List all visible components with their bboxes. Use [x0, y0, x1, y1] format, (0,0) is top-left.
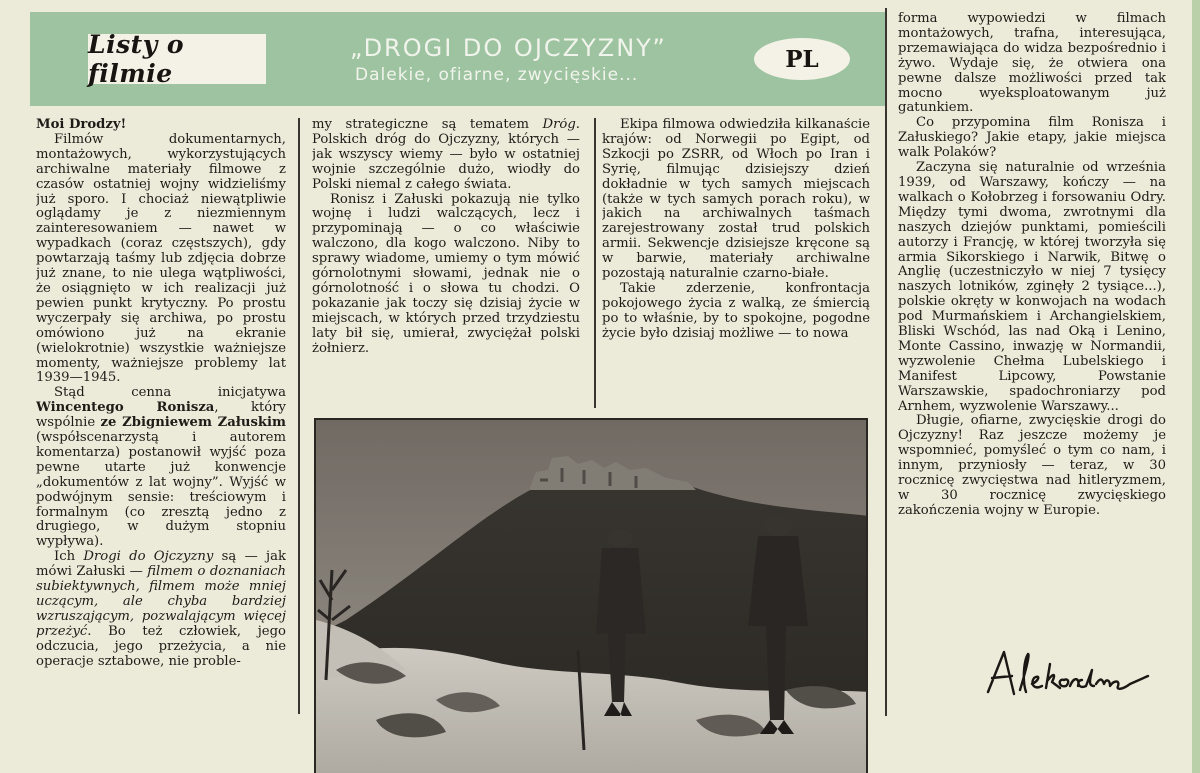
text-run: są — jak mówi Załuski — [36, 549, 286, 580]
section-tag-box [88, 30, 266, 88]
article-subtitle: Dalekie, ofiarne, zwycięskie... [355, 65, 639, 85]
country-badge-label: PL [785, 45, 819, 73]
paragraph [36, 550, 286, 669]
person-name: Wincentego Ronisza [36, 400, 215, 416]
paragraph [36, 386, 286, 550]
paragraph: Co przypomina film Ronisza i Załuskiego? Jakie etapy, jakie miejsca walk Polaków? [898, 115, 1166, 161]
author-signature [970, 640, 1170, 710]
film-title: Drogi do Ojczyzny [83, 549, 214, 565]
film-title: Dróg [542, 118, 576, 132]
text-column-2 [312, 118, 580, 408]
paragraph: Takie zderzenie, konfrontacja pokojowego życia z walką, ze śmiercią po to właśnie, by to spokojne, pogodne życie było dzisiaj możliwe — to nowa [602, 280, 870, 341]
photo-image [316, 420, 868, 773]
header-banner [30, 12, 885, 106]
section-tag: Listy o filmie [88, 30, 185, 88]
text-column-1 [36, 118, 286, 730]
column-rule-3 [885, 8, 887, 716]
country-badge [754, 38, 850, 80]
person-name: ze Zbigniewem Załuskim [100, 415, 286, 431]
paragraph: Ekipa filmowa odwiedziła kilkanaście krajów: od Norwegii po Egipt, od Szkocji po ZSRR, od Włoch po Iran i Syrię, filmując dzisiejszy dzień dokładnie w tych samych miejscach (także w tych samych porach roku), w jakich na archiwalnych taśmach zarejestrowany został trud polskich armii. Sekwencje dzisiejsze kręcone są w barwie, materiały archiwalne pozostają naturalnie czarno-białe. [602, 118, 870, 282]
text-run: (współscenarzystą i autorem komentarza) postanowił wyjść poza pewne utarte już konwencje „dokumentów z lat wojny”. Wyjść w podwójnym sensie: treściowym i formalnym (co zresztą jedno z drugiego, w dużym stopniu wypływa). [36, 430, 286, 550]
paragraph: Długie, ofiarne, zwycięskie drogi do Ojczyzny! Raz jeszcze możemy je wspomnieć, pomyśleć o tym co nam, i innym, przyniosły — teraz, w 30 rocznicę zwycięstwa nad hitleryzmem, w 30 rocznicę zwycięskiego zakończenia wojny w Europie. [898, 413, 1166, 518]
text-run: . Bo też człowiek, jego odczucia, jego przeżycia, a nie operacje sztabowe, nie proble- [36, 623, 286, 669]
column-rule-2 [594, 118, 596, 408]
text-column-4 [898, 12, 1166, 640]
greeting: Moi Drodzy! [36, 118, 127, 132]
text-run: Stąd cenna inicjatywa [54, 385, 286, 401]
paragraph: Ronisz i Załuski pokazują nie tylko wojnę i ludzi walczących, lecz i przypominają — o co właściwie walczono, dla kogo walczono. Niby to sprawy wiadome, umiemy o tym mówić górnolotnymi słowami, jednak nie o górnolotność i o słowa tu chodzi. O pokazanie jak toczy się dzisiaj życie w miejscach, w których przed trzydziestu laty bił się, umierał, zwyciężał polski żołnierz. [312, 191, 580, 356]
article-title: „DROGI DO OJCZYZNY” [350, 34, 667, 62]
paragraph: Zaczyna się naturalnie od września 1939, od Warszawy, kończy — na walkach o Kołobrzeg i forsowaniu Odry. Między tymi dwoma, zwrotnymi dla naszych dziejów punktami, pomieścili autorzy i Francję, w której tworzyła się armia Sikorskiego i Narwik, Bitwę o Anglię (uczestniczyło w niej 7 tysięcy naszych lotników, zginęły 2 tysiące...), polskie okręty w konwojach na wodach pod Murmańskiem i Archangielskiem, Bliski Wschód, las nad Oką i Lenino, Monte Cassino, inwazję w Normandii, wyzwolenie Chełma Lubelskiego i Manifest Lipcowy, Powstanie Warszawskie, spadochroniarzy pod Arnhem, wyzwolenie Warszawy... [898, 160, 1166, 414]
quotation: filmem o doznaniach subiektywnych, filmem może mniej uczącym, ale chyba bardziej wzruszającym, pozwalającym więcej przeżyć [36, 564, 286, 639]
paragraph: Filmów dokumentarnych, montażowych, wykorzystujących archiwalne materiały filmowe z czasów ostatniej wojny widzieliśmy już sporo. I chociaż niewątpliwie oglądamy je z niezmiennym zainteresowaniem — nawet w wypadkach (coraz częstszych), gdy powtarzają taśmy lub zdjęcia dobrze już znane, to nie ulega wątpliwości, że osiągnięto w ich realizacji już pewien punkt krytyczny. Po prostu wyczerpały się archiwa, po prostu omówiono już na ekranie (wielokrotnie) wszystkie ważniejsze momenty, ważniejsze problemy lat 1939—1945. [36, 131, 286, 386]
war-photograph [314, 418, 868, 773]
paragraph [312, 118, 580, 193]
paragraph: forma wypowiedzi w filmach montażowych, trafna, interesująca, przemawiająca do widza bezpośrednio i żywo. Wydaje się, że otwiera ona pewne dalsze możliwości przed tak mocno wyeksploatowanym już gatunkiem. [898, 12, 1166, 116]
text-run: my strategiczne są tematem [312, 118, 543, 132]
text-run: , który wspólnie [36, 400, 286, 431]
text-column-3 [602, 118, 870, 408]
text-run: . Polskich dróg do Ojczyzny, których — jak wszyscy wiemy — było w ostatniej wojnie szczególnie dużo, wiodły do Polski niemal z całego świata. [312, 118, 580, 192]
column-rule-1 [298, 118, 300, 714]
text-run: Ich [54, 549, 84, 565]
page-edge-strip [1192, 0, 1200, 773]
